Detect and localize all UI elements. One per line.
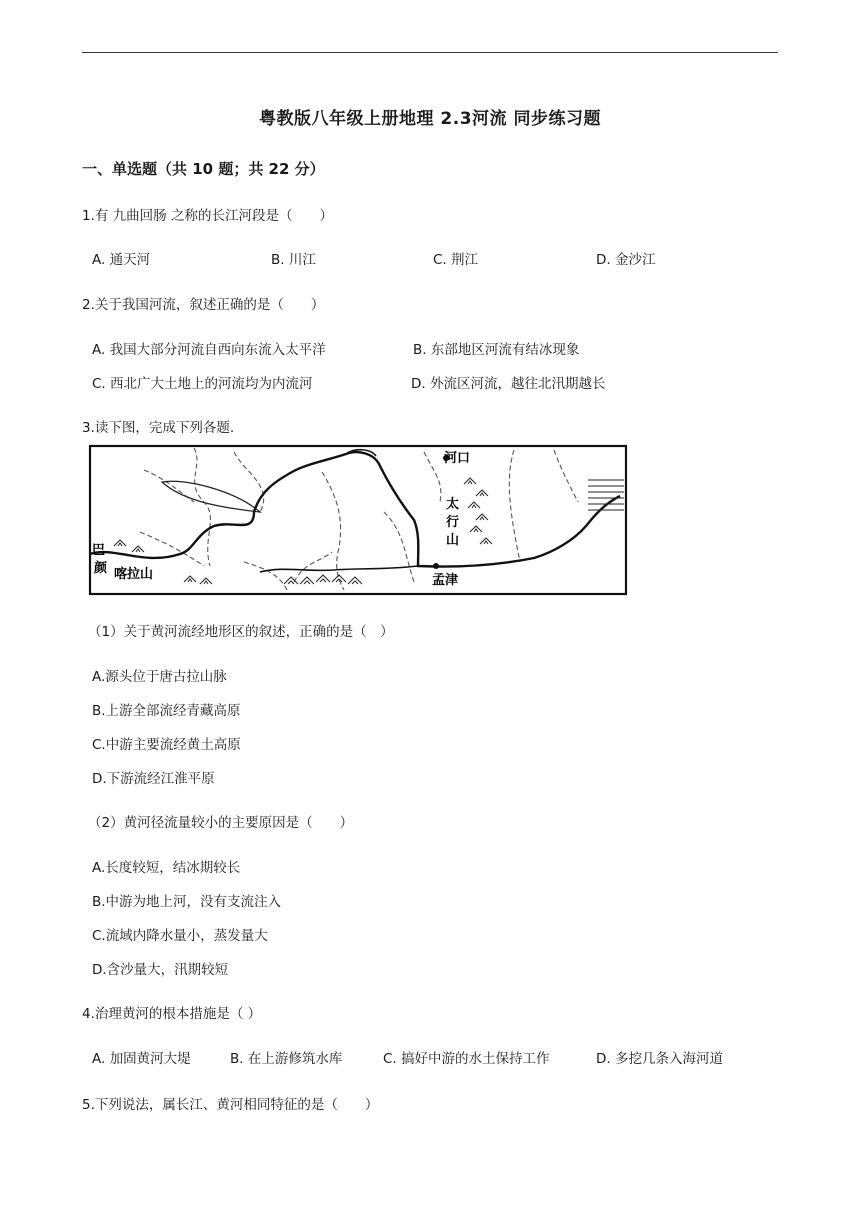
q4-option-b: B. 在上游修筑水库 (230, 1051, 343, 1067)
section-heading: 一、单选题（共 10 题；共 22 分） (82, 160, 325, 178)
q2-option-d: D. 外流区河流，越往北汛期越长 (411, 376, 606, 392)
q1-option-a: A. 通天河 (92, 252, 151, 268)
q3-sub2-option-d: D.含沙量大，汛期较短 (92, 962, 229, 978)
q3-sub2-option-a: A.长度较短，结冰期较长 (92, 860, 241, 876)
document-title: 粤教版八年级上册地理 2.3河流 同步练习题 (259, 109, 601, 129)
q2-option-a: A. 我国大部分河流自西向东流入太平洋 (92, 342, 326, 358)
q3-sub1-option-b: B.上游全部流经青藏高原 (92, 703, 241, 719)
label-hekou: 河口 (444, 451, 471, 466)
q3-sub1-option-a: A.源头位于唐古拉山脉 (92, 669, 227, 685)
label-bayan-1: 巴 (92, 543, 106, 558)
q4-option-a: A. 加固黄河大堤 (92, 1051, 191, 1067)
q3-sub2-option-c: C.流域内降水量小，蒸发量大 (92, 928, 268, 944)
q3-sub2-option-b: B.中游为地上河，没有支流注入 (92, 894, 282, 910)
q1-option-b: B. 川江 (271, 252, 316, 268)
q3-sub1-stem: （1）关于黄河流经地形区的叙述，正确的是（ ） (88, 624, 394, 640)
question-4-stem: 4.治理黄河的根本措施是（ ） (82, 1006, 262, 1022)
q3-sub1-option-d: D.下游流经江淮平原 (92, 771, 215, 787)
label-taihang-3: 山 (446, 533, 460, 548)
q1-option-d: D. 金沙江 (596, 252, 656, 268)
label-mengjin: 孟津 (432, 573, 459, 588)
label-bayan-2: 颜 (94, 561, 108, 576)
q4-option-c: C. 搞好中游的水土保持工作 (383, 1051, 550, 1067)
q3-sub1-option-c: C.中游主要流经黄土高原 (92, 737, 241, 753)
question-5-stem: 5.下列说法，属长江、黄河相同特征的是（ ） (82, 1097, 379, 1113)
q2-option-b: B. 东部地区河流有结冰现象 (413, 342, 580, 358)
question-2-stem: 2.关于我国河流，叙述正确的是（ ） (82, 297, 325, 313)
q2-option-c: C. 西北广大土地上的河流均为内流河 (92, 376, 313, 392)
q3-sub2-stem: （2）黄河径流量较小的主要原因是（ ） (88, 815, 354, 831)
label-taihang-1: 太 (446, 497, 460, 512)
label-taihang-2: 行 (446, 515, 460, 530)
q1-option-c: C. 荆江 (433, 252, 479, 268)
q4-option-d: D. 多挖几条入海河道 (596, 1051, 723, 1067)
label-bayan-3: 喀拉山 (114, 567, 154, 582)
question-1-stem: 1.有 九曲回肠 之称的长江河段是（ ） (82, 208, 333, 224)
header-rule (82, 52, 778, 53)
yellow-river-map (84, 442, 628, 598)
question-3-stem: 3.读下图，完成下列各题. (82, 420, 235, 436)
